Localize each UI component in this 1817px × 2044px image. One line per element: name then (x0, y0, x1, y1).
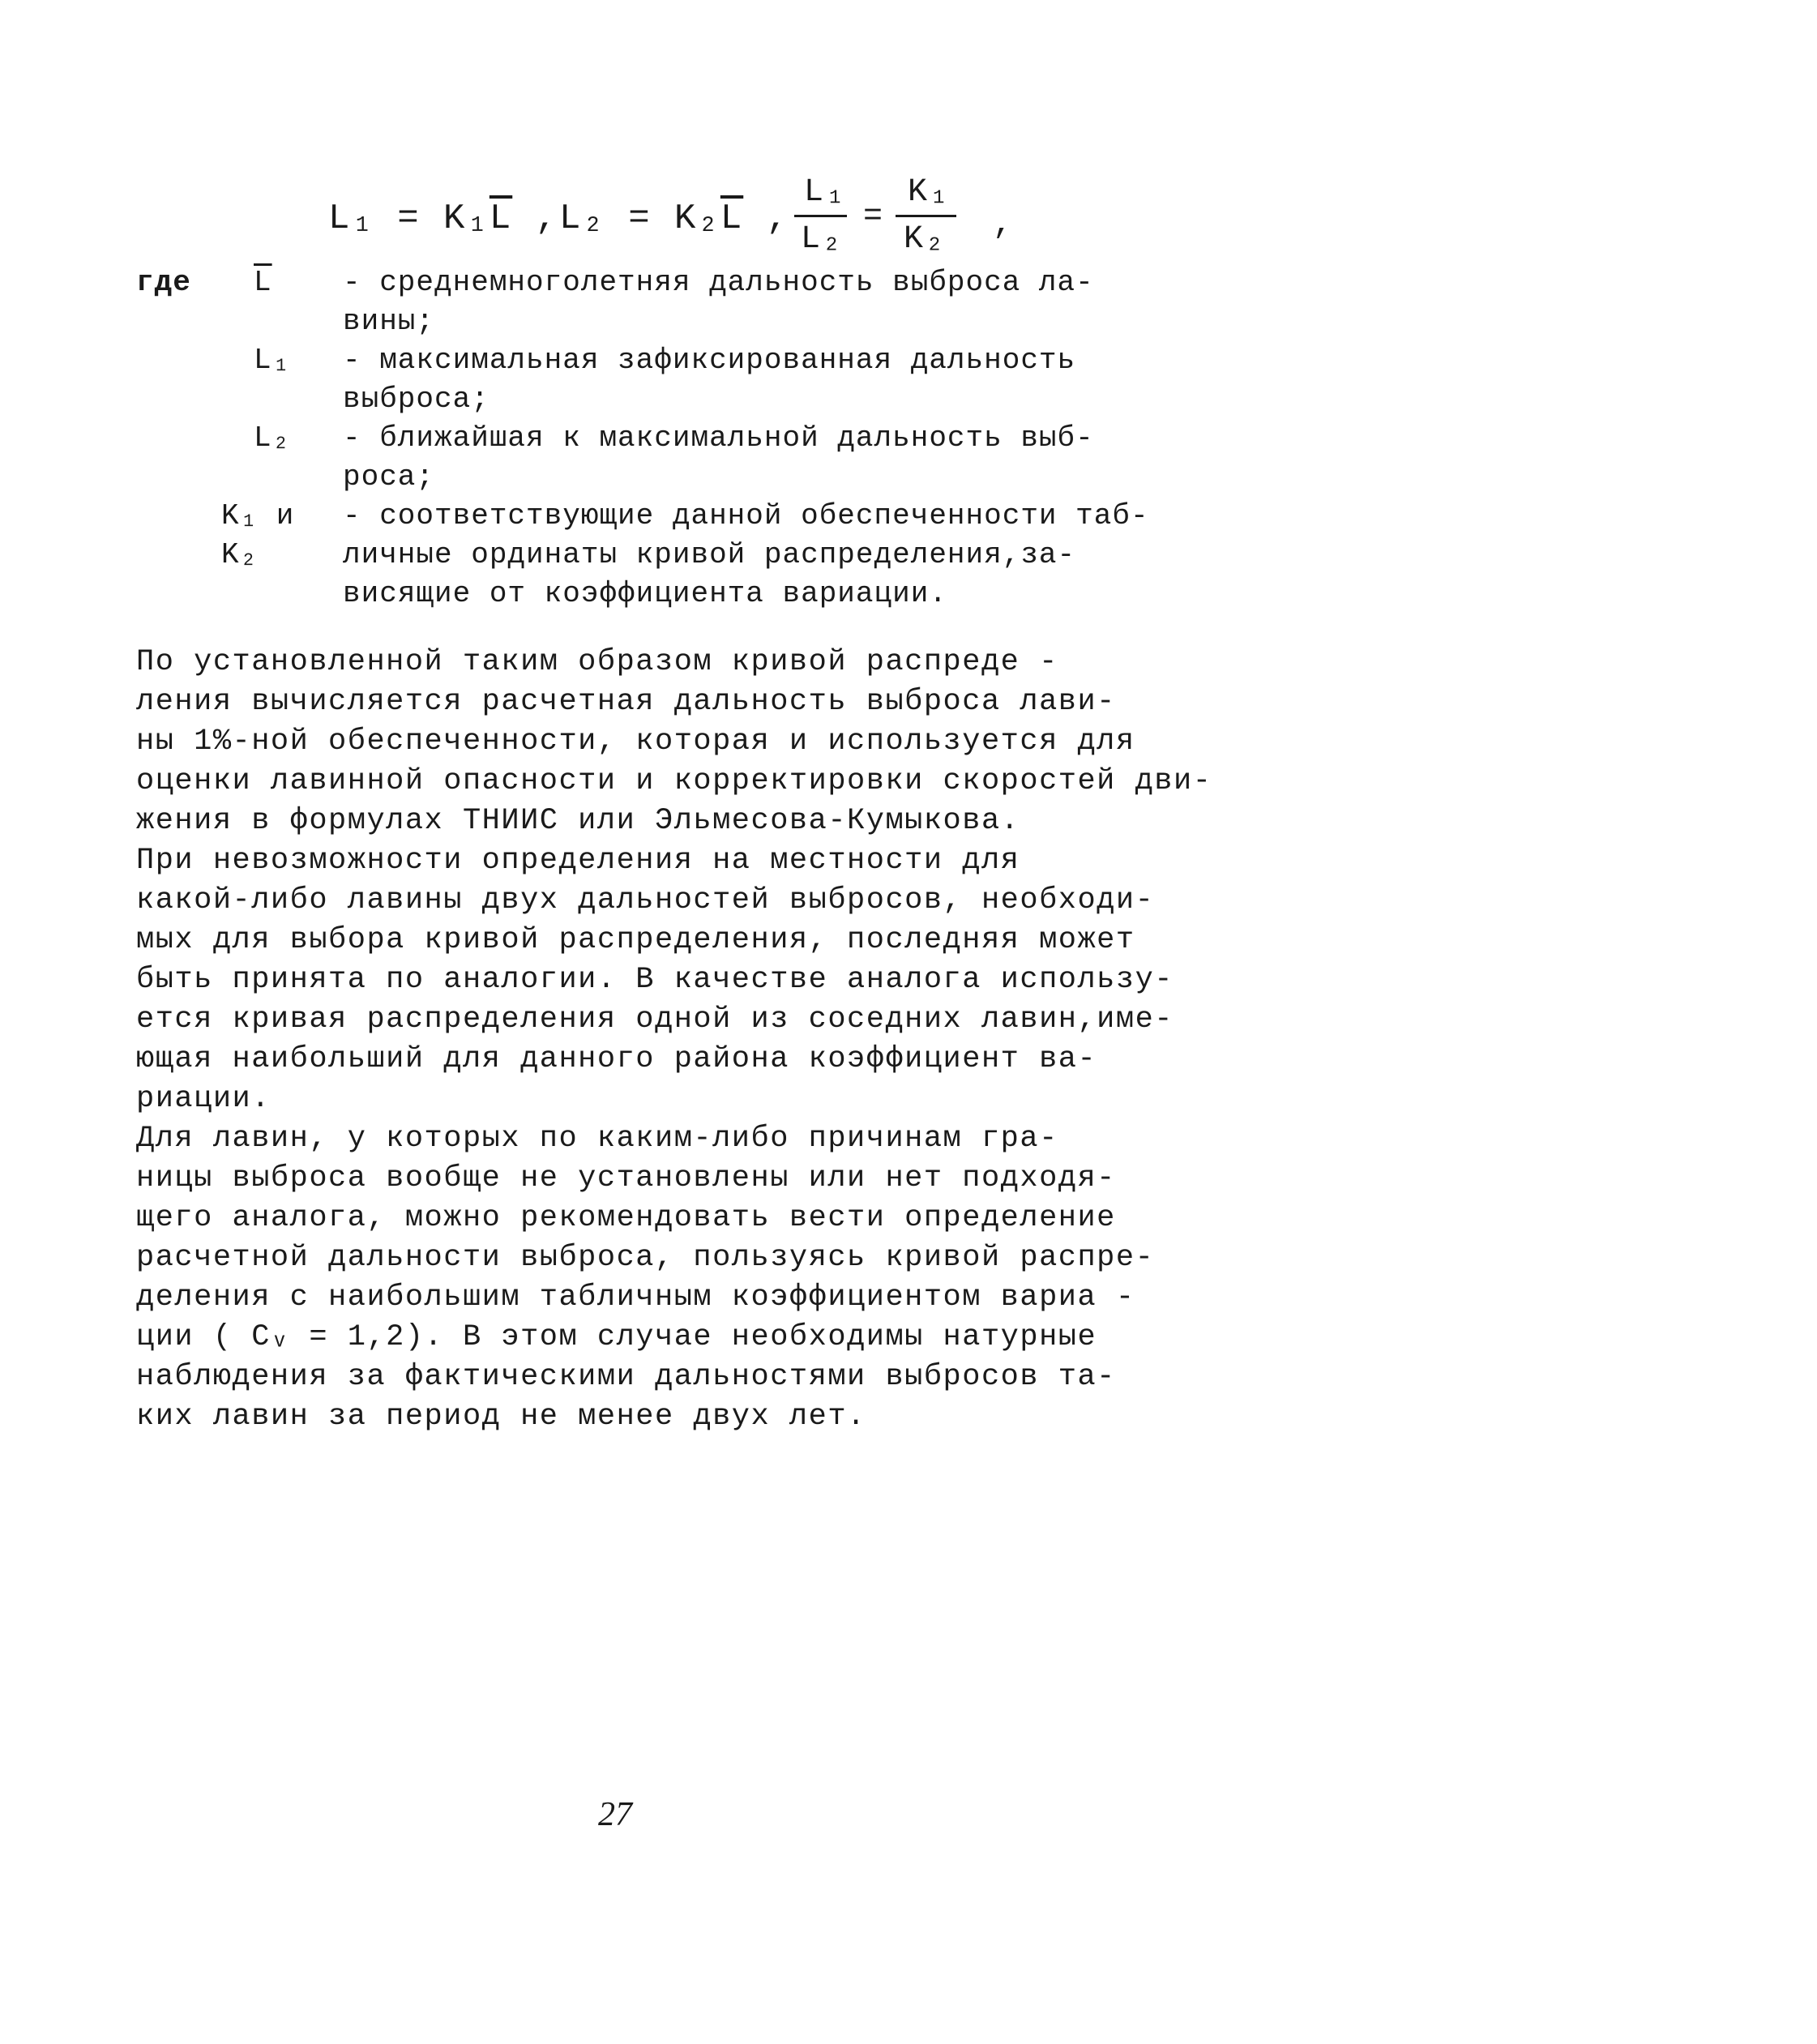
definition-text: - максимальная зафиксированная дальность выброса; (343, 344, 1076, 416)
paragraph: По установленной таким образом кривой распреде - ления вычисляется расчетная дальность выброса лави- ны 1%-ной обеспеченности, которая и используется для оценки лавинной опасности и корректировки скоростей дви- жения в формулах ТНИИС или Эльмесова-Кумыкова. (136, 645, 1212, 838)
definitions-list (136, 263, 1222, 614)
definition-symbol: L₂ (254, 421, 291, 455)
formula-l1 (328, 199, 558, 239)
definition-row (136, 419, 1222, 497)
definition-symbol: L₁ (254, 344, 291, 377)
definition-text: - ближайшая к максимальной дальность выб- роса; (343, 421, 1094, 494)
paragraph: Для лавин, у которых по каким-либо причинам гра- ницы выброса вообще не установлены или нет подходя- щего аналога, можно рекомендовать вести определение расчетной дальности выброса, пользуясь кривой распре- деления с наибольшим табличным коэффициентом вариа - ции ( Cᵥ = 1,2). В этом случае необходимы натурные наблюдения за фактическими дальностями выбросов та- ких лавин за период не менее двух лет. (136, 1122, 1155, 1434)
definition-row (136, 263, 1222, 341)
ratio-equals: = (863, 199, 885, 235)
formula-line (328, 174, 1041, 263)
definition-row (136, 497, 1222, 614)
body-text (136, 643, 1214, 1437)
formula-l2-comma: , (743, 199, 790, 239)
formula-l2 (559, 199, 789, 239)
definition-symbol: $\overline{L}$ (254, 266, 272, 299)
ratio-bar-right (896, 215, 956, 217)
ratio-denominator-right: K₂ (904, 221, 947, 258)
ratio-numerator-left: L₁ (804, 174, 847, 211)
paragraph: При невозможности определения на местности для какой-либо лавины двух дальностей выбросов, необходи- мых для выбора кривой распределения, последняя может быть принята по аналогии. В качестве аналога использу- ется кривая распределения одной из соседних лавин,име- ющая наибольший для данного района коэффициент ва- риации. (136, 844, 1174, 1116)
ratio-bar-left (794, 215, 847, 217)
page-number: 27 (598, 1796, 632, 1833)
definition-symbol: K₁ и K₂ (221, 499, 295, 571)
where-label: где (136, 266, 191, 299)
where-spacer (136, 341, 217, 419)
where-spacer (136, 497, 221, 614)
formula-ratio (786, 174, 956, 263)
ratio-denominator-left: L₂ (801, 221, 844, 258)
formula-l1-lhs: L₁ = K₁ (328, 199, 490, 239)
where-spacer (136, 419, 217, 497)
definition-row (136, 341, 1222, 419)
formula-trailing-comma: , (993, 207, 1015, 243)
formula-l1-lbar: $\overline{L}$ (489, 199, 513, 239)
formula-l1-comma: , (512, 199, 559, 239)
formula-l2-lbar: $\overline{L}$ (720, 199, 744, 239)
formula-l2-lhs: L₂ = K₂ (559, 199, 720, 239)
definition-text: - среднемноголетняя дальность выброса ла- вины; (343, 266, 1094, 338)
definition-text: - соответствующие данной обеспеченности таб- личные ординаты кривой распределения,за- висящие от коэффициента вариации. (343, 499, 1149, 610)
ratio-numerator-right: K₁ (908, 174, 951, 211)
